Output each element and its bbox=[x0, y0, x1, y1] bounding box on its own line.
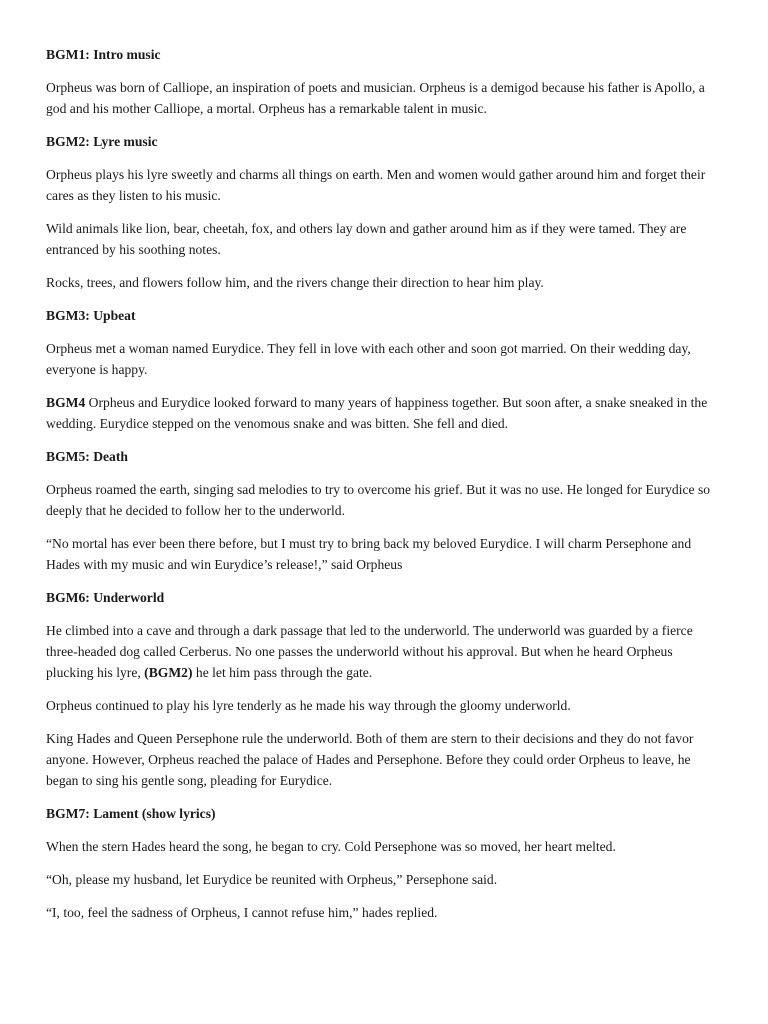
paragraph bbox=[46, 620, 722, 683]
document-body bbox=[46, 44, 722, 923]
section-heading: BGM6: Underworld bbox=[46, 590, 165, 605]
paragraph: Orpheus continued to play his lyre tenderly as he made his way through the gloomy underworld. bbox=[46, 698, 571, 713]
paragraph-text: he let him pass through the gate. bbox=[192, 665, 373, 680]
paragraph: Rocks, trees, and flowers follow him, and the rivers change their direction to hear him play. bbox=[46, 275, 544, 290]
paragraph: Orpheus plays his lyre sweetly and charms all things on earth. Men and women would gather around him and forget their cares as they listen to his music. bbox=[46, 167, 706, 203]
section-heading: BGM5: Death bbox=[46, 449, 128, 464]
bold-cue-label: (BGM2) bbox=[144, 665, 193, 680]
paragraph-text: Orpheus and Eurydice looked forward to many years of happiness together. But soon after, a snake sneaked in the wedding. Eurydice stepped on the venomous snake and was bitten. She fell and died. bbox=[46, 395, 708, 431]
paragraph: Orpheus met a woman named Eurydice. They fell in love with each other and soon got married. On their wedding day, everyone is happy. bbox=[46, 341, 691, 377]
paragraph-text: He climbed into a cave and through a dark passage that led to the underworld. The underworld was guarded by a fierce three-headed dog called Cerberus. No one passes the underworld without his approval. But when he heard Orpheus plucking his lyre, bbox=[46, 623, 693, 680]
paragraph: “I, too, feel the sadness of Orpheus, I cannot refuse him,” hades replied. bbox=[46, 905, 438, 920]
paragraph: Orpheus roamed the earth, singing sad melodies to try to overcome his grief. But it was no use. He longed for Eurydice so deeply that he decided to follow her to the underworld. bbox=[46, 482, 711, 518]
document-page bbox=[46, 44, 722, 935]
paragraph: Wild animals like lion, bear, cheetah, fox, and others lay down and gather around him as if they were tamed. They are entranced by his soothing notes. bbox=[46, 221, 687, 257]
paragraph: “Oh, please my husband, let Eurydice be reunited with Orpheus,” Persephone said. bbox=[46, 872, 498, 887]
section-heading: BGM7: Lament (show lyrics) bbox=[46, 806, 216, 821]
paragraph: King Hades and Queen Persephone rule the underworld. Both of them are stern to their decisions and they do not favor anyone. However, Orpheus reached the palace of Hades and Persephone. Before they could order Orpheus to leave, he began to sing his gentle song, pleading for Eurydice. bbox=[46, 731, 694, 788]
paragraph bbox=[46, 392, 722, 434]
section-heading: BGM2: Lyre music bbox=[46, 134, 158, 149]
section-heading: BGM3: Upbeat bbox=[46, 308, 136, 323]
section-heading: BGM1: Intro music bbox=[46, 47, 161, 62]
paragraph: “No mortal has ever been there before, but I must try to bring back my beloved Eurydice. I will charm Persephone and Hades with my music and win Eurydice’s release!,” said Orpheus bbox=[46, 536, 692, 572]
bold-cue-label: BGM4 bbox=[46, 395, 86, 410]
paragraph: When the stern Hades heard the song, he began to cry. Cold Persephone was so moved, her heart melted. bbox=[46, 839, 616, 854]
paragraph: Orpheus was born of Calliope, an inspiration of poets and musician. Orpheus is a demigod because his father is Apollo, a god and his mother Calliope, a mortal. Orpheus has a remarkable talent in music. bbox=[46, 80, 705, 116]
